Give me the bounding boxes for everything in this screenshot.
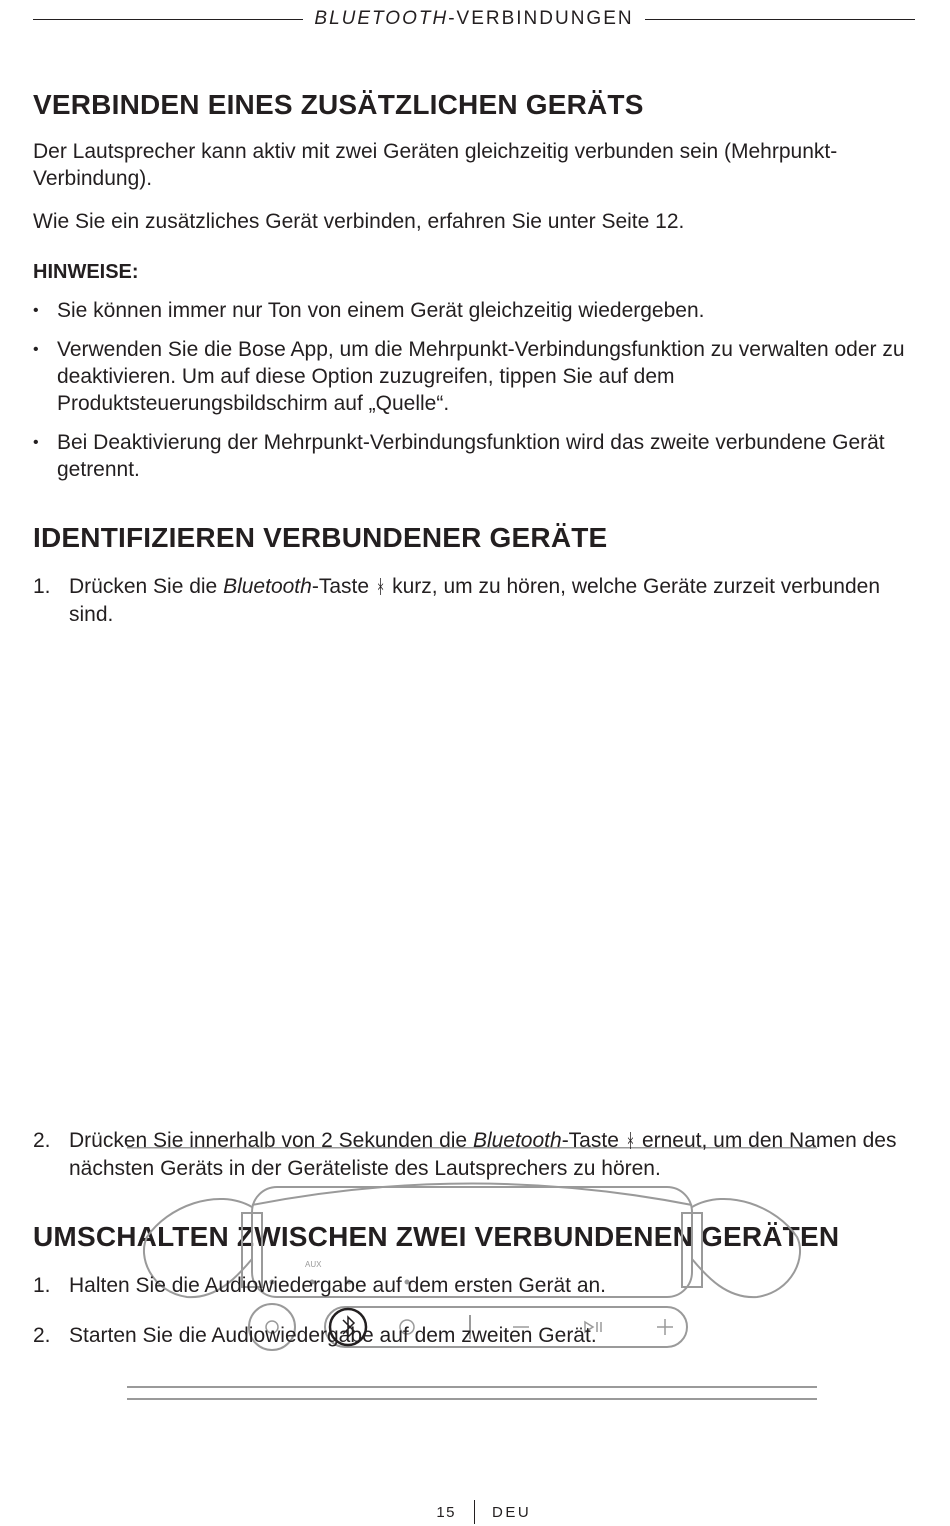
step-text-post: kurz, um zu hören, welche Geräte zurzeit verbunden sind. [69, 575, 881, 626]
step-text-mid: -Taste [311, 575, 375, 598]
step-number: 1. [33, 575, 51, 598]
bullet: • [33, 302, 39, 319]
step-text-pre: Drücken Sie die [69, 575, 224, 598]
step-text: Starten Sie die Audiowiedergabe auf dem zweiten Gerät. [69, 1324, 597, 1347]
step-item [33, 1272, 918, 1299]
bullet: • [33, 341, 39, 358]
step-text: Halten Sie die Audiowiedergabe auf dem ersten Gerät an. [69, 1274, 607, 1297]
step-number: 1. [33, 1274, 51, 1297]
section-heading-identify-devices: IDENTIFIZIEREN VERBUNDENER GERÄTE [33, 522, 608, 553]
header-title-rest: -VERBINDUNGEN [448, 8, 634, 29]
step-number: 2. [33, 1129, 51, 1152]
step-text-italic: Bluetooth [223, 575, 312, 598]
page-content [33, 86, 918, 1349]
bullet: • [33, 434, 39, 451]
page-footer [0, 1500, 950, 1526]
page-header [33, 8, 915, 30]
section-heading-connect-additional: VERBINDEN EINES ZUSÄTZLICHEN GERÄTS [33, 89, 644, 120]
paragraph-multipoint: Der Lautsprecher kann aktiv mit zwei Geräten gleichzeitig verbunden sein (Mehrpunkt-Verbindung). [33, 140, 838, 190]
aux-label: AUX [305, 1260, 322, 1269]
step-text-pre: Drücken Sie innerhalb von 2 Sekunden die [69, 1129, 473, 1152]
note-text: Verwenden Sie die Bose App, um die Mehrpunkt-Verbindungsfunktion zu verwalten oder zu deaktivieren. Um auf diese Option zuzugreifen, tippen Sie auf dem Produktsteuerungsbildschirm auf „Quelle“. [57, 338, 905, 415]
bluetooth-icon: ᚼ [374, 577, 387, 598]
header-title-italic: BLUETOOTH [314, 8, 449, 29]
step-text-post: erneut, um den Namen des nächsten Geräts in der Geräteliste des Lautsprechers zu hören. [69, 1129, 897, 1180]
bluetooth-icon: ᚼ [624, 1131, 637, 1152]
step-number: 2. [33, 1324, 51, 1347]
paragraph-see-page: Wie Sie ein zusätzliches Gerät verbinden, erfahren Sie unter Seite 12. [33, 210, 685, 233]
header-rule-right [645, 19, 915, 20]
step-item [33, 1127, 918, 1182]
note-item [33, 429, 918, 483]
notes-heading: HINWEISE: [33, 261, 139, 283]
note-item [33, 297, 918, 324]
footer-separator [474, 1500, 475, 1524]
note-item [33, 336, 918, 417]
section-heading-switch-devices: UMSCHALTEN ZWISCHEN ZWEI VERBUNDENEN GERÄTEN [33, 1221, 840, 1252]
notes-list [33, 297, 918, 483]
note-text: Sie können immer nur Ton von einem Gerät gleichzeitig wiedergeben. [57, 299, 705, 322]
step-item [33, 1322, 918, 1349]
page-number: 15 [436, 1504, 456, 1521]
step-text-mid: -Taste [561, 1129, 625, 1152]
note-text: Bei Deaktivierung der Mehrpunkt-Verbindungsfunktion wird das zweite verbundene Gerät getrennt. [57, 431, 885, 481]
step-text-italic: Bluetooth [472, 1129, 562, 1152]
language-code: DEU [492, 1504, 532, 1521]
